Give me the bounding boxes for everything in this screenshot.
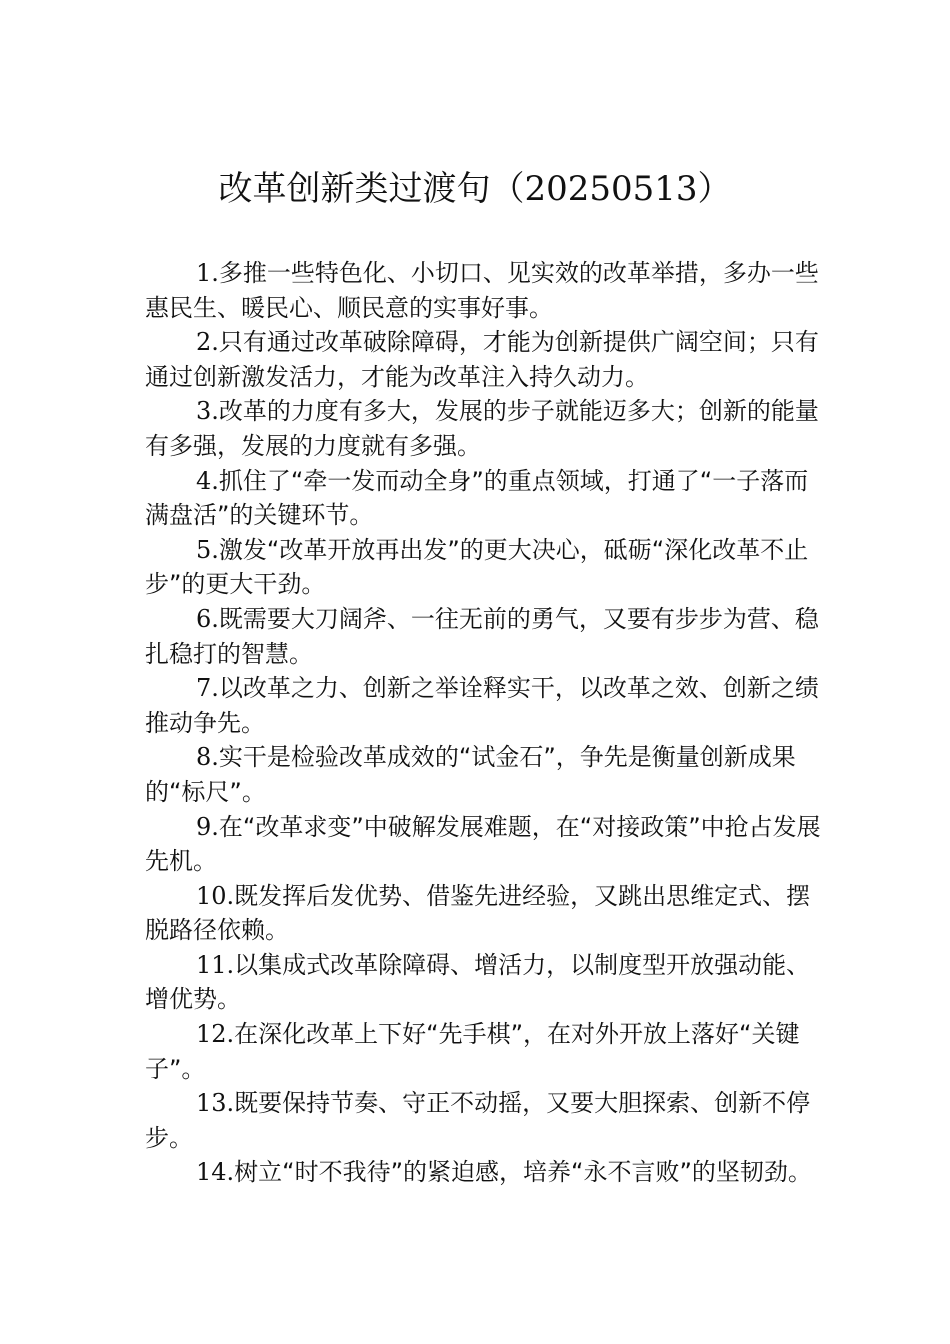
list-item xyxy=(145,879,825,948)
item-number: 3. xyxy=(196,397,219,426)
item-text: 既需要大刀阔斧、一往无前的勇气，又要有步步为营、稳扎稳打的智慧。 xyxy=(145,604,819,668)
list-item xyxy=(145,325,825,394)
list-item xyxy=(145,810,825,879)
item-number: 6. xyxy=(196,604,219,633)
document-title xyxy=(0,166,950,212)
sentence-list xyxy=(145,256,825,1190)
item-text: 只有通过改革破除障碍，才能为创新提供广阔空间；只有通过创新激发活力，才能为改革注入持久动力。 xyxy=(145,328,819,391)
item-number: 5. xyxy=(196,535,219,564)
item-number: 2. xyxy=(196,328,219,357)
item-text: 改革的力度有多大，发展的步子就能迈多大；创新的能量有多强，发展的力度就有多强。 xyxy=(145,397,819,460)
title-text: 改革创新类过渡句（ xyxy=(218,169,525,209)
item-text: 在“改革求变”中破解发展难题，在“对接政策”中抢占发展先机。 xyxy=(145,812,821,876)
list-item xyxy=(145,1155,825,1190)
item-number: 11. xyxy=(196,950,235,979)
item-number: 7. xyxy=(196,674,219,703)
item-number: 1. xyxy=(196,259,219,287)
item-text: 抓住了“牵一发而动全身”的重点领域，打通了“一子落而满盘活”的关键环节。 xyxy=(145,466,809,530)
item-number: 12. xyxy=(196,1020,235,1049)
item-text: 实干是检验改革成效的“试金石”，争先是衡量创新成果的“标尺”。 xyxy=(145,743,796,806)
item-text: 树立“时不我待”的紧迫感，培养“永不言败”的坚韧劲。 xyxy=(234,1158,812,1187)
item-number: 8. xyxy=(196,743,219,772)
list-item xyxy=(145,394,825,463)
list-item xyxy=(145,948,825,1017)
item-number: 14. xyxy=(196,1158,235,1187)
item-text: 既发挥后发优势、借鉴先进经验，又跳出思维定式、摆脱路径依赖。 xyxy=(145,881,811,945)
item-number: 4. xyxy=(196,466,219,495)
item-number: 13. xyxy=(196,1089,235,1118)
list-item xyxy=(145,1086,825,1155)
item-text: 以集成式改革除障碍、增活力，以制度型开放强动能、增优势。 xyxy=(145,950,811,1014)
item-text: 激发“改革开放再出发”的更大决心，砥砺“深化改革不止步”的更大干劲。 xyxy=(145,535,809,599)
item-text: 多推一些特色化、小切口、见实效的改革举措，多办一些惠民生、暖民心、顺民意的实事好事。 xyxy=(145,259,819,322)
item-number: 10. xyxy=(196,881,235,910)
item-text: 在深化改革上下好“先手棋”，在对外开放上落好“关键子”。 xyxy=(145,1020,800,1083)
list-item xyxy=(145,464,825,533)
list-item xyxy=(145,740,825,809)
item-text: 既要保持节奏、守正不动摇，又要大胆探索、创新不停步。 xyxy=(145,1089,811,1152)
item-number: 9. xyxy=(196,812,219,841)
title-close: ） xyxy=(697,169,732,209)
list-item xyxy=(145,1017,825,1086)
list-item xyxy=(145,533,825,602)
list-item xyxy=(145,602,825,671)
title-date: 20250513 xyxy=(524,169,698,209)
list-item xyxy=(145,256,825,325)
item-text: 以改革之力、创新之举诠释实干，以改革之效、创新之绩推动争先。 xyxy=(145,674,819,737)
list-item xyxy=(145,671,825,740)
